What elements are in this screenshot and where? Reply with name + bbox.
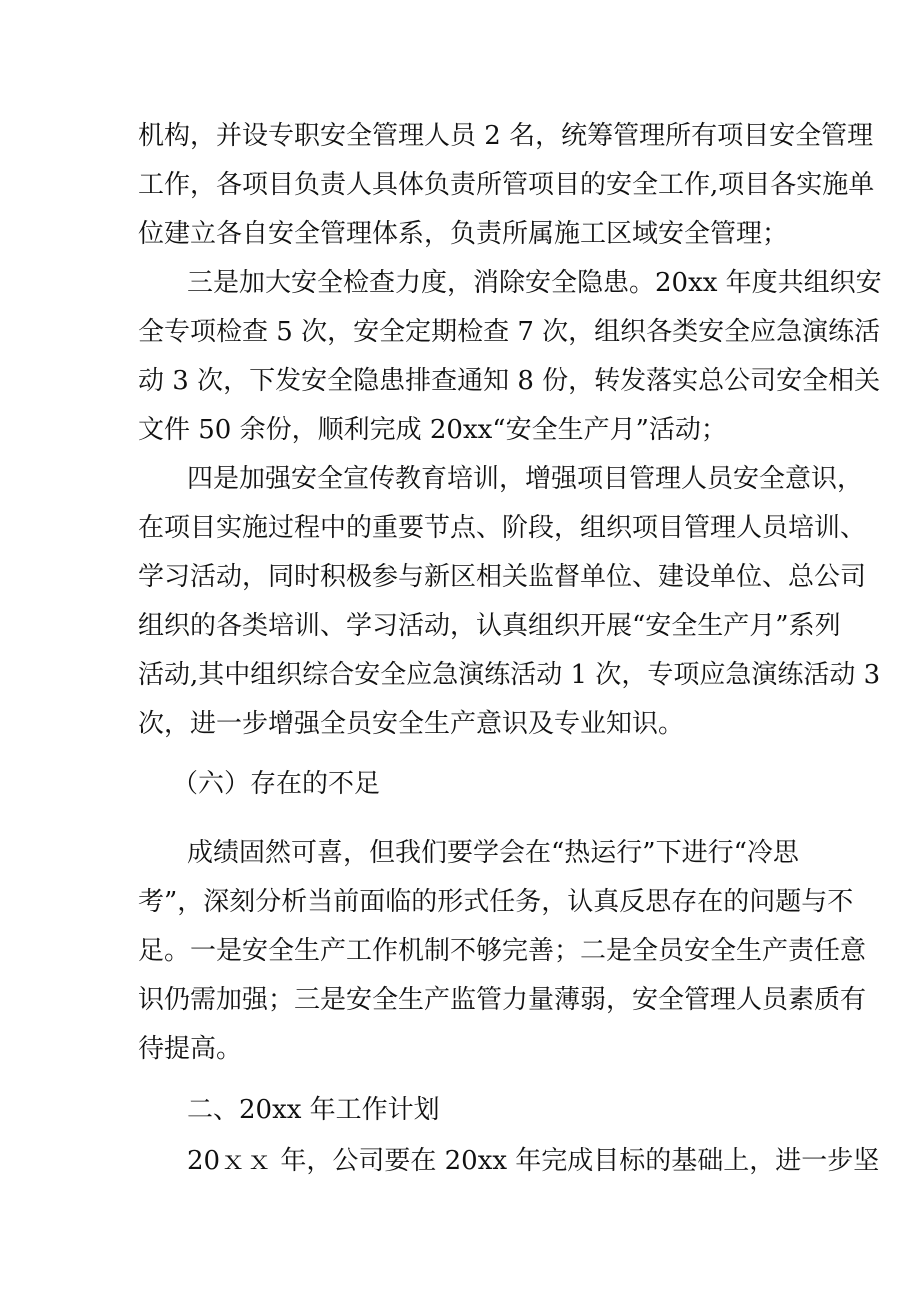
paragraph-line: 足。一是安全生产工作机制不够完善；二是全员安全生产责任意: [138, 936, 867, 966]
paragraph-line: 工作，各项目负责人具体负责所管项目的安全工作,项目各实施单: [138, 170, 875, 200]
paragraph-line: 四是加强安全宣传教育培训，增强项目管理人员安全意识，: [187, 464, 864, 494]
paragraph-line: 机构，并设专职安全管理人员 2 名，统筹管理所有项目安全管理: [138, 121, 874, 151]
paragraph-line: 成绩固然可喜，但我们要学会在“热运行”下进行“冷思: [187, 838, 799, 868]
section-heading: 二、20xx 年工作计划: [187, 1095, 440, 1125]
paragraph-line: 动 3 次，下发安全隐患排查通知 8 份，转发落实总公司安全相关: [138, 366, 881, 396]
paragraph-line: 考”，深刻分析当前面临的形式任务，认真反思存在的问题与不: [138, 887, 854, 917]
paragraph-line: 文件 50 余份，顺利完成 20xx“安全生产月”活动；: [138, 415, 727, 445]
paragraph-line: 组织的各类培训、学习活动，认真组织开展“安全生产月”系列: [138, 611, 841, 641]
section-heading: （六）存在的不足: [172, 769, 381, 799]
paragraph-line: 活动,其中组织综合安全应急演练活动 1 次，专项应急演练活动 3: [138, 660, 881, 690]
paragraph-line: 在项目实施过程中的重要节点、阶段，组织项目管理人员培训、: [138, 513, 867, 543]
paragraph-line: 位建立各自安全管理体系，负责所属施工区域安全管理；: [138, 219, 789, 249]
paragraph-line: 三是加大安全检查力度，消除安全隐患。20xx 年度共组织安: [187, 268, 882, 298]
paragraph-line: 次，进一步增强全员安全生产意识及专业知识。: [138, 709, 685, 739]
paragraph-line: 待提高。: [138, 1034, 243, 1064]
paragraph-line: 学习活动，同时积极参与新区相关监督单位、建设单位、总公司: [138, 562, 867, 592]
paragraph-line: 全专项检查 5 次，安全定期检查 7 次，组织各类安全应急演练活: [138, 317, 881, 347]
paragraph-line: 20ｘｘ 年，公司要在 20xx 年完成目标的基础上，进一步坚: [187, 1146, 880, 1176]
paragraph-line: 识仍需加强；三是安全生产监管力量薄弱，安全管理人员素质有: [138, 985, 867, 1015]
